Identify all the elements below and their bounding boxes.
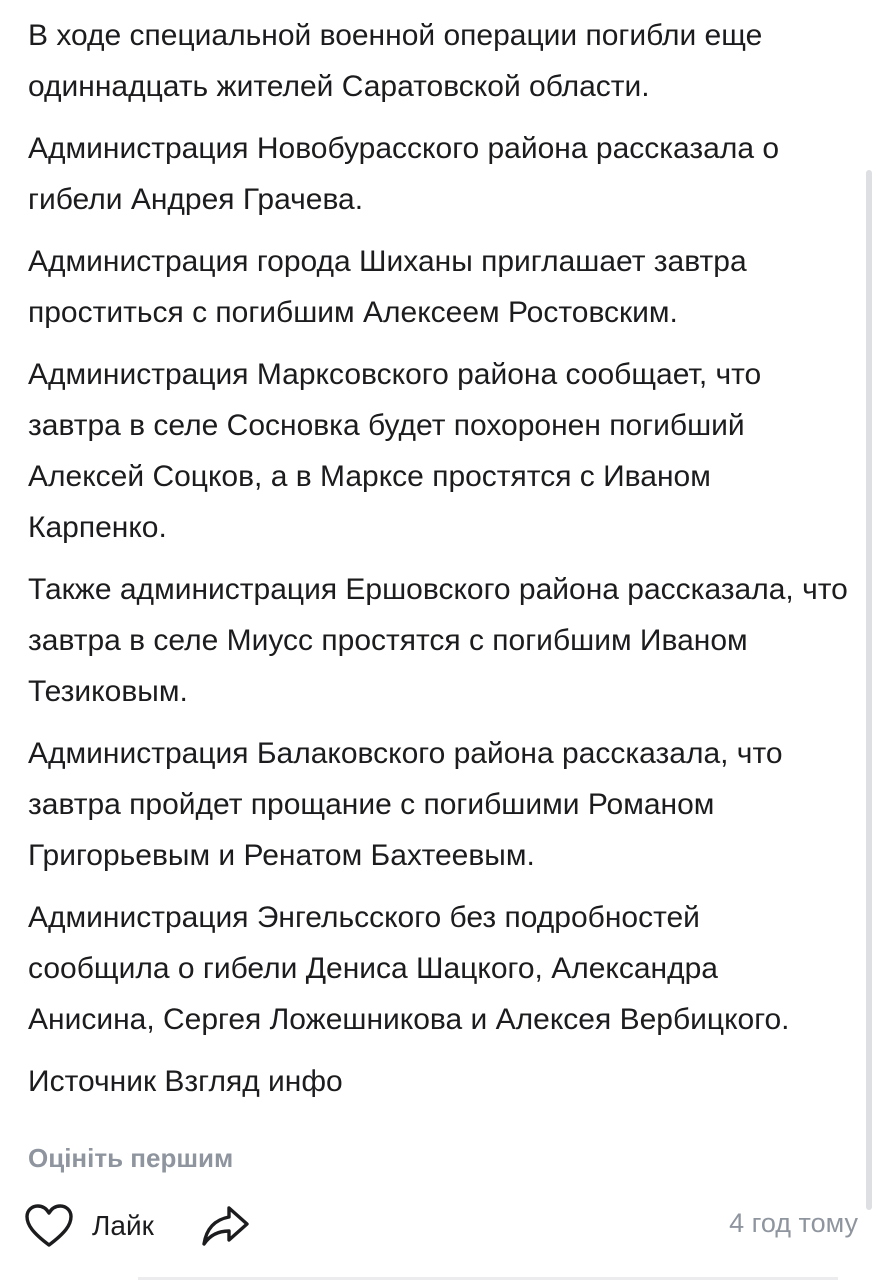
share-button[interactable] [200, 1200, 252, 1252]
post-paragraph: Администрация Энгельсского без подробностей сообщила о гибели Дениса Шацкого, Александра Анисина, Сергея Ложешникова и Алексея Вербицкого. [28, 901, 790, 1036]
post-body [28, 10, 848, 1118]
post-actions-bar [0, 1196, 883, 1256]
share-arrow-icon [200, 1239, 252, 1256]
post-paragraph: В ходе специальной военной операции погибли еще одиннадцать жителей Саратовской области. [28, 19, 763, 103]
post-paragraph: Также администрация Ершовского района рассказала, что завтра в селе Миусс простятся с погибшим Иваном Тезиковым. [28, 573, 848, 708]
post-source: Источник Взгляд инфо [28, 1065, 343, 1098]
post-timestamp: 4 год тому [729, 1208, 858, 1238]
post-paragraph: Администрация Новобурасского района рассказала о гибели Андрея Грачева. [28, 132, 780, 216]
rate-first-link[interactable]: Оцініть першим [28, 1143, 234, 1173]
post-paragraph: Администрация Марксовского района сообщает, что завтра в селе Сосновка будет похоронен погибший Алексей Соцков, а в Марксе простятся с Иваном Карпенко. [28, 358, 762, 544]
scrollbar[interactable] [866, 170, 872, 1210]
post-paragraph: Администрация города Шиханы приглашает завтра проститься с погибшим Алексеем Ростовским. [28, 245, 747, 329]
like-button[interactable] [24, 1202, 154, 1250]
post-paragraph: Администрация Балаковского района рассказала, что завтра пройдет прощание с погибшими Романом Григорьевым и Ренатом Бахтеевым. [28, 737, 783, 872]
heart-icon [24, 1203, 74, 1249]
like-label: Лайк [92, 1210, 154, 1241]
